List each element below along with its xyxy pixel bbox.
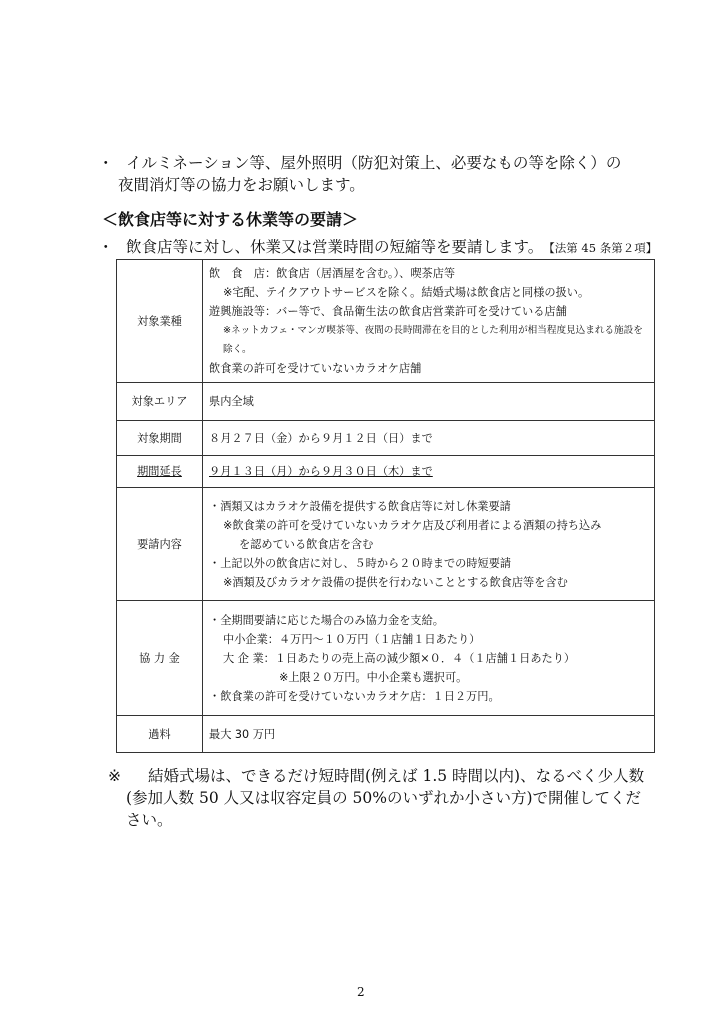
note-mark: ※	[108, 767, 121, 785]
table-row	[117, 260, 655, 383]
value-target-business	[203, 260, 655, 383]
line: ※ネットカフェ・マンガ喫茶等、夜間の長時間滞在を目的とした利用が相当程度見込まれる施設を除く。	[223, 325, 643, 355]
table-row	[117, 716, 655, 753]
legal-reference: 【法第 45 条第２項】	[543, 241, 658, 255]
intro-line-2: 夜間消灯等の協力をお願いします。	[118, 176, 365, 194]
request-text: 飲食店等に対し、休業又は営業時間の短縮等を要請します。	[126, 238, 544, 256]
line: ・酒類又はカラオケ設備を提供する飲食店等に対し休業要請	[209, 499, 511, 513]
value-cooperation	[203, 601, 655, 716]
line: 遊興施設等：バー等で、食品衛生法の飲食店営業許可を受けている店舗	[209, 305, 567, 318]
value-penalty: 最大 30 万円	[203, 716, 655, 753]
label-target-period: 対象期間	[117, 421, 203, 456]
value-request-content	[203, 488, 655, 601]
line: ※上限２０万円。中小企業も選択可。	[279, 670, 468, 684]
closing-note	[108, 765, 668, 831]
line: ・全期間要請に応じた場合のみ協力金を支給。	[209, 613, 444, 627]
line: ・上記以外の飲食店に対し、５時から２０時までの時短要請	[209, 556, 512, 570]
bullet: ・	[98, 154, 114, 172]
table-row	[117, 383, 655, 421]
line: ※酒類及びカラオケ設備の提供を行わないこととする飲食店等を含む	[223, 575, 568, 589]
note-line-3: さい。	[126, 811, 173, 829]
table-row	[117, 601, 655, 716]
line: 大 企 業：１日あたりの売上高の減少額×０．４（１店舗１日あたり）	[223, 651, 576, 665]
label-request-content: 要請内容	[117, 488, 203, 601]
table-row	[117, 488, 655, 601]
page-number: 2	[357, 985, 365, 999]
bullet: ・	[98, 238, 114, 256]
intro-line-1: イルミネーション等、屋外照明（防犯対策上、必要なもの等を除く）の	[126, 154, 622, 172]
line: を認めている飲食店を含む	[239, 537, 374, 551]
request-paragraph	[98, 236, 668, 259]
note-line-2: (参加人数 50 人又は収容定員の 50%のいずれか小さい方)で開催してくだ	[126, 789, 642, 807]
line: ※宅配、テイクアウトサービスを除く。結婚式場は飲食店と同様の扱い。	[223, 286, 590, 299]
label-penalty: 過料	[117, 716, 203, 753]
section-heading: ＜飲食店等に対する休業等の要請＞	[102, 210, 359, 229]
label-target-business: 対象業種	[117, 260, 203, 383]
table-row	[117, 421, 655, 456]
line: 飲食業の許可を受けていないカラオケ店舗	[209, 362, 422, 375]
value-target-area: 県内全域	[203, 383, 655, 421]
value-target-period: ８月２７日（金）から９月１２日（日）まで	[203, 421, 655, 456]
line: ・飲食業の許可を受けていないカラオケ店：１日２万円。	[209, 689, 500, 703]
intro-paragraph	[98, 152, 668, 196]
requirements-table	[116, 259, 655, 753]
line: 飲 食 店：飲食店（居酒屋を含む。）、喫茶店等	[209, 267, 456, 280]
line: ※飲食業の許可を受けていないカラオケ店及び利用者による酒類の持ち込み	[223, 518, 602, 532]
table-row	[117, 456, 655, 488]
note-line-1: 結婚式場は、できるだけ短時間(例えば 1.5 時間以内)、なるべく少人数	[148, 767, 645, 785]
line: 中小企業：４万円～１０万円（１店舗１日あたり）	[223, 632, 481, 646]
label-cooperation: 協 力 金	[117, 601, 203, 716]
value-extension: ９月１３日（月）から９月３０日（木）まで	[203, 456, 655, 488]
label-target-area: 対象エリア	[117, 383, 203, 421]
label-extension: 期間延長	[117, 456, 203, 488]
